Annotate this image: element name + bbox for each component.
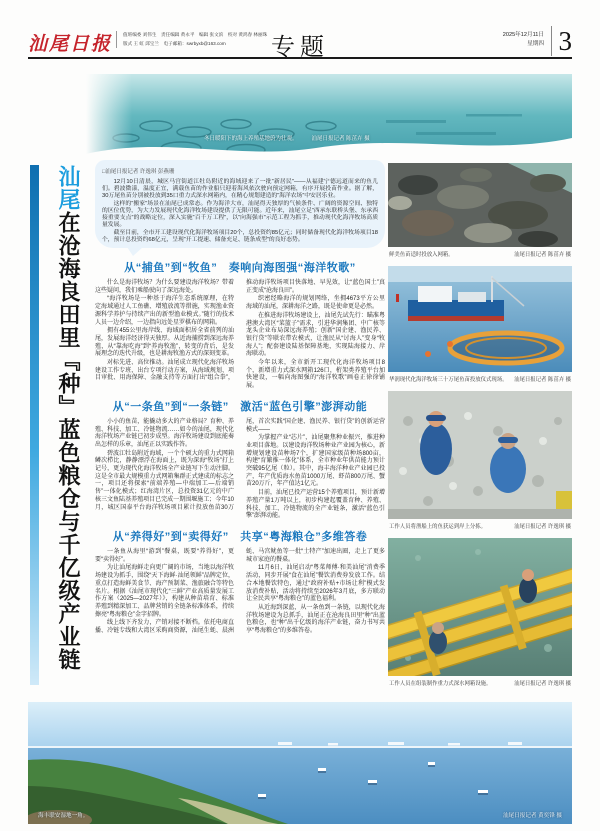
workers-deck-illustration [388, 391, 572, 519]
banner-caption-credit: 汕尾日报记者 陈茁卉 摄 [311, 136, 370, 142]
photo-caption-b [388, 372, 572, 383]
banner-photo-sea-farm [86, 74, 572, 166]
section-heading-2: 从“一条鱼”到“一条链” 激活“蓝色引擎”澎湃动能 [112, 400, 368, 413]
photo-caption-b-credit: 汕尾日报记者 陈茁卉 摄 [514, 377, 571, 383]
banner-caption [204, 134, 370, 142]
yellow-pipes-illustration [388, 538, 572, 676]
coastline-illustration [28, 702, 572, 824]
ship-netpen-illustration [388, 266, 572, 372]
section-body-2: 小小的鱼苗，能撬动多大的产业格局？育种、养殖、科技、加工、冷链物流……如今的汕尾，现代化海洋牧场产业链已初步成型。海洋牧场建设到底能奏出怎样的乐章，汕尾正以实践作答。 碧波江牡岛附近海域，一个个硕大的重力式网箱鳞次栉比，静静漂浮在海面上，既为深海“牧场”打上记号，更为现代化海洋牧场全产业链写下生动注脚。这是全市最大规模重力式网箱集群正式建成的标志之一，项目还将探索“前端养殖—中端加工—后端销售”一体化模式；红海湾片区，总投资31亿元的中广核三文鱼陆基养殖项目已完成一期围堰施工；今年10月，城区国泰平台海洋牧场项目累计投放鱼苗30万尾，首次实践“国企建、渔民养、银行贷”的创新运营模式—— 为掌握产业“芯片”，汕尾聚焦种业振兴，推进种业项目落地。以建设海洋牧场种业产业园为核心，新增规划建设苗种场7个，扩建国家级苗种场800亩，构建“育繁推一体化”体系，全市种业年供苗能力预计突破95亿尾（粒）。其中，海丰海洋种业产业园已投产，年产优质海水鱼苗1000万尾、虾苗800万尾、蟹苗20万斤，年产值达1亿元。 目前，汕尾已投产运营15个养殖项目，预计新增养殖产量1万吨以上，初步构建起覆盖育种、养殖、科技、加工、冷链物流的全产业链条，激活“蓝色引擎”澎湃动能。 [95, 418, 385, 520]
photo-ship-netpen [388, 266, 572, 372]
page-section-title: 专题 [271, 35, 329, 61]
photo-caption-c-text: 工作人员将渔船上的鱼获运到岸上分拣。 [389, 524, 487, 530]
photo-figure-oyster-rocks [388, 163, 572, 258]
section-body-3: 一条鱼从海里“游到”餐桌，既要“养得好”，更要“卖得好”。 为让汕尾海鲜走向更广阔的市场，当地以海洋牧场建设为抓手，围绕“天下海鲜·汕尾领鲜”品牌定位，重点打造海鲜美食节、海产预制菜、渔旅融合等特色名片。根据《汕尾市现代化“三鲜”产业高质量发展工作方案（2025—2027年）》，构建从种苗培育、标准养殖到精深加工、品牌营销的全链条标准体系，持续擦亮“粤海粮仓”金字招牌。 线上线下齐发力，产销对接不断档。依托电商直播、冷链专线和大湾区采购商资源，汕尾生蚝、晨洲蚝、马宫鱿鱼等一批“土特产”加速出圈，走上了更多城市家庭的餐桌。 11月6日，汕尾启动“粤菜师傅·和美汕尾”消费季活动，同步开展“食在汕尾”餐饮消费券发放工作。结合本地餐饮特色，通过“政府补贴+市场让利”模式发放消费补贴，活动将持续至2026年3月底，多方联动让全民共享“粤海粮仓”的蓝色福利。 从近海到深蓝，从一条鱼到一条链，以现代化海洋牧场建设为总抓手，汕尾正在沧海良田里“种”出蓝色粮仓，也“种”出千亿级的海洋产业链，奋力书写共享“粤海粮仓”的多维答卷。 [95, 548, 385, 635]
bottom-photo-caption: 海丰联安湿地一角。 [38, 813, 89, 819]
photo-caption-d-credit: 汕尾日报记者 许逸琪 摄 [514, 681, 571, 687]
main-headline-block [30, 165, 95, 687]
photo-yellow-pipes [388, 538, 572, 676]
masthead-line2: 版式 王 虹 邱宝兰 电子邮箱：swrbyxb@163.com [123, 40, 226, 46]
section-body-1: 什么是海洋牧场？为什么要建设海洋牧场？带着这些疑问，我们乘船驶向了深远海处。 “海洋牧场是一种基于海洋生态系统原理，在特定海域通过人工鱼礁、增殖放流等措施，实现渔业资源科学养护与持续产出的新型渔业模式。”随行的技术人员一边介绍，一边指向远处星罗棋布的网箱。 拥有455公里海岸线、海域面积居全省前列的汕尾，发展海洋经济得天独厚。从近海捕捞到深远海养殖，从“靠海吃海”到“养海牧渔”，转变的背后，是发展理念的迭代升级，也是耕海牧渔方式的深刻变革。 对标先进、高位推动。汕尾成立现代化海洋牧场建设工作专班，出台专项行动方案，从海域规划、项目审批、用海保障、金融支持等方面打出“组合拳”，推动海洋牧场项目快落地、早见效，让“蓝色国土”真正变成“沧海良田”。 织密经略海洋的规划网络，坐拥4673平方公里海域的汕尾，深耕海洋之路，既是使命更是必然。 在推进海洋牧场建设上，汕尾先试先行：瞄准粤港澳大湾区“菜篮子”需求，引进华润集团、中广核等龙头企业布局深远海养殖；创新“国企建、渔民养、银行贷”等联农带农模式，让渔民从“讨海人”变身“牧海人”；配套建设陆基保障基地，实现陆海接力、岸海联动。 今年以来，全市新开工现代化海洋牧场项目8个，新增重力式深水网箱126口，桁架类养殖平台加快建设，一幅向海图强的“海洋牧歌”画卷正徐徐铺展。 [95, 280, 385, 390]
photo-column [388, 163, 572, 695]
main-headline [41, 165, 95, 687]
sea-farm-illustration [86, 74, 572, 166]
photo-caption-c [388, 519, 572, 530]
headline-accent-bar [30, 165, 39, 685]
section-heading-1: 从“捕鱼”到“牧鱼” 奏响向海图强“海洋牧歌” [124, 262, 356, 274]
photo-caption-c-credit: 汕尾日报记者 许逸琪 摄 [514, 524, 571, 530]
article-body [95, 252, 385, 636]
bottom-photo-coastline [28, 702, 572, 824]
photo-caption-b-text: 华润现代化海洋牧场三十万尾鱼苗投放仪式现场。 [389, 377, 508, 383]
photo-oyster-rocks [388, 163, 572, 247]
section-heading-3: 从“养得好”到“卖得好” 共享“粤海粮仓”多维答卷 [112, 530, 368, 543]
lede-paragraphs: 12月10日清晨，城区马宫街道江牡岛附近的海域迎来了一批“新居民”——从福建宁德远道而来的鱼儿们。碧波微漾，温度正宜，满载鱼苗的作业船只迎着海风依次驶向预定网箱，有序开展投苗作业。据了解，30万尾鱼苗分别被投放到35口重力式深水网箱内，在精心规划建造的“海洋农场”中安居乐业。 这样的“搬家”场景在汕尾已成常态。作为海洋大市，汕尾得天独厚的气候条件、广阔的资源空间、独特的区位优势，为大力发展现代化海洋牧场建设提供了无限可能。近年来，汕尾立足“西承东联桥头堡、东承西接重要支点”的战略定位，深入实施“百千万工程”，以“向海强市”示范工程为抓手，推动现代化海洋牧场高质量发展。 截至目前，全市开工建设现代化海洋牧场项目20个，总投资约85亿元；同时储备现代化海洋牧场项目18个，预计总投资约68亿元，呈现“开工提速、储备充足、链条成型”的良好态势。 [102, 179, 378, 243]
date-block [503, 31, 544, 49]
photo-caption-a-text: 鲜美鱼苗适时投放入网箱。 [389, 252, 454, 258]
photo-caption-d-text: 工作人员在组装制作重力式深水网箱设施。 [389, 681, 492, 687]
headline-highlight: 汕尾 [56, 165, 81, 211]
weekday-text: 星期四 [527, 41, 544, 47]
page-number: 3 [551, 26, 573, 56]
header-rule [28, 57, 572, 59]
photo-workers-deck [388, 391, 572, 519]
date-text: 2025年12月11日 [502, 32, 544, 38]
banner-caption-text: 冬日暖阳下的海上养殖基地蔚为壮观。 [204, 136, 298, 142]
bottom-photo-credit: 汕尾日报记者 黄奕锋 摄 [502, 813, 562, 819]
byline: □汕尾日报记者 许逸琪 彭燕珊 [102, 169, 175, 175]
photo-caption-d [388, 676, 572, 687]
masthead-line1: 值班编委 刘伟生 责任编辑 黄永平 编辑 张文滨 校对 黄鸿春 林丽珠 [123, 32, 268, 37]
headline-rest: 在沧海良田里『种』蓝色粮仓与千亿级产业链 [56, 211, 81, 671]
photo-figure-ship-netpen [388, 266, 572, 383]
oyster-rocks-illustration [388, 163, 572, 247]
newspaper-logo: 汕尾日报 [28, 34, 113, 55]
lede-panel [95, 160, 385, 248]
photo-figure-workers-deck [388, 391, 572, 530]
photo-caption-a [388, 247, 572, 258]
photo-figure-yellow-pipes [388, 538, 572, 687]
photo-caption-a-credit: 汕尾日报记者 陈茁卉 摄 [514, 252, 571, 258]
